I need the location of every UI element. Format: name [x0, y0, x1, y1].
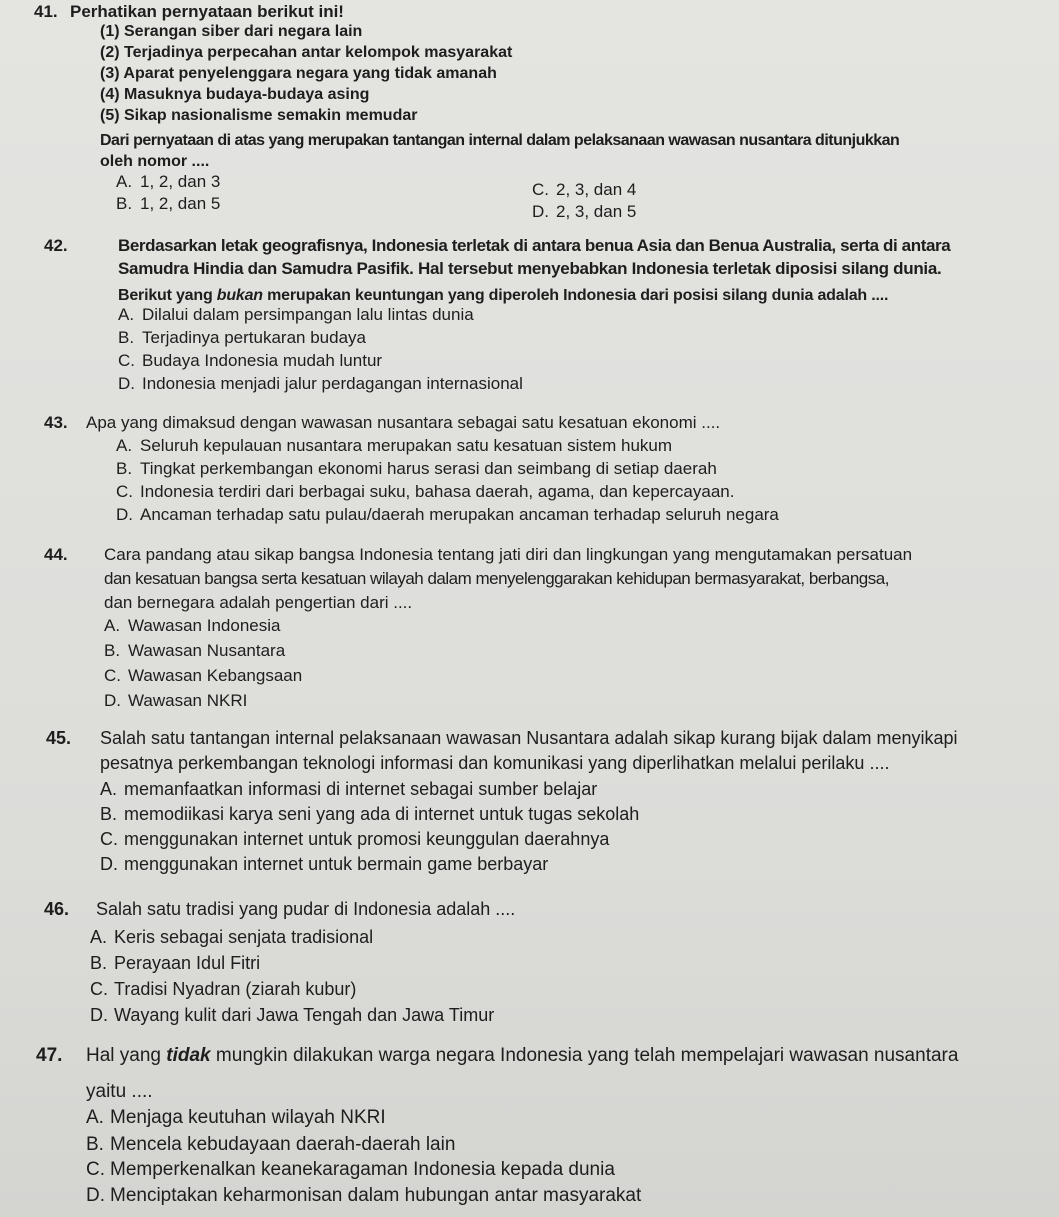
question-stem: dan kesatuan bangsa serta kesatuan wilayah dalam menyelenggarakan kehidupan bermasyarakat, berbangsa, — [104, 569, 889, 588]
option-text: Menciptakan keharmonisan dalam hubungan antar masyarakat — [110, 1185, 642, 1206]
option-b[interactable] — [100, 805, 639, 823]
question-stem: yaitu .... — [86, 1081, 153, 1102]
question-stem: Samudra Hindia dan Samudra Pasifik. Hal tersebut menyebabkan Indonesia terletak diposisi silang dunia. — [118, 259, 942, 278]
option-letter: B. — [104, 641, 121, 660]
option-a[interactable] — [116, 437, 672, 454]
option-a[interactable] — [90, 928, 373, 946]
question-stem: Salah satu tradisi yang pudar di Indonesia adalah .... — [96, 899, 516, 919]
option-text: Terjadinya pertukaran budaya — [142, 328, 366, 347]
option-letter: C. — [90, 979, 108, 999]
prompt-text: Hal yang — [86, 1045, 167, 1066]
option-text: Perayaan Idul Fitri — [114, 953, 261, 973]
option-letter: A. — [118, 305, 135, 324]
option-c[interactable] — [116, 483, 734, 500]
question-prompt — [118, 288, 888, 304]
option-b[interactable] — [116, 195, 220, 212]
option-letter: B. — [90, 953, 108, 973]
option-a[interactable] — [116, 173, 220, 190]
option-d[interactable] — [104, 692, 247, 709]
question-number: 41. — [34, 2, 58, 21]
option-text: Wawasan Nusantara — [128, 641, 286, 660]
option-c[interactable] — [86, 1160, 615, 1179]
question-number: 43. — [44, 413, 68, 432]
statement-3: (3) Aparat penyelenggara negara yang tidak amanah — [100, 65, 497, 82]
question-prompt — [86, 1046, 958, 1065]
question-stem: Cara pandang atau sikap bangsa Indonesia tentang jati diri dan lingkungan yang mengutamakan persatuan — [104, 545, 913, 564]
option-letter: B. — [116, 194, 133, 213]
option-letter: B. — [86, 1134, 104, 1155]
option-letter: A. — [104, 616, 121, 635]
option-letter: D. — [116, 505, 133, 524]
question-stem: Apa yang dimaksud dengan wawasan nusantara sebagai satu kesatuan ekonomi .... — [86, 413, 721, 432]
option-b[interactable] — [116, 460, 717, 477]
option-d[interactable] — [532, 203, 636, 220]
option-text: Wayang kulit dari Jawa Tengah dan Jawa Timur — [114, 1005, 495, 1025]
statement-1: (1) Serangan siber dari negara lain — [100, 23, 363, 40]
option-letter: B. — [100, 804, 118, 824]
option-letter: B. — [118, 328, 135, 347]
option-letter: D. — [90, 1005, 108, 1025]
option-text: 2, 3, dan 5 — [556, 202, 637, 221]
statement-5: (5) Sikap nasionalisme semakin memudar — [100, 107, 418, 124]
option-letter: C. — [118, 351, 135, 370]
question-number: 47. — [36, 1045, 63, 1066]
prompt-text: Berikut yang — [118, 287, 217, 304]
option-text: Wawasan Kebangsaan — [128, 666, 303, 685]
option-d[interactable] — [86, 1186, 641, 1205]
option-text: 1, 2, dan 3 — [140, 172, 221, 191]
option-letter: C. — [532, 180, 549, 199]
option-letter: D. — [86, 1185, 105, 1206]
option-d[interactable] — [100, 855, 548, 873]
prompt-text: merupakan keuntungan yang diperoleh Indonesia dari posisi silang dunia adalah .... — [262, 287, 889, 304]
question-prompt: oleh nomor .... — [100, 153, 210, 170]
option-text: 1, 2, dan 5 — [140, 194, 221, 213]
option-text: Indonesia menjadi jalur perdagangan internasional — [142, 374, 523, 393]
option-b[interactable] — [104, 642, 285, 659]
option-letter: C. — [104, 666, 121, 685]
option-text: Mencela kebudayaan daerah-daerah lain — [110, 1134, 456, 1155]
option-text: Wawasan NKRI — [128, 691, 248, 710]
option-text: memodiikasi karya seni yang ada di internet untuk tugas sekolah — [124, 804, 640, 824]
option-text: Budaya Indonesia mudah luntur — [142, 351, 383, 370]
option-text: Seluruh kepulauan nusantara merupakan satu kesatuan sistem hukum — [140, 436, 673, 455]
statement-4: (4) Masuknya budaya-budaya asing — [100, 86, 370, 103]
question-stem: pesatnya perkembangan teknologi informasi dan komunikasi yang diperlihatkan melalui perilaku .... — [100, 753, 890, 773]
option-c[interactable] — [532, 181, 636, 198]
question-number: 42. — [44, 236, 68, 255]
option-c[interactable] — [118, 352, 382, 369]
option-d[interactable] — [90, 1006, 494, 1024]
option-text: Menjaga keutuhan wilayah NKRI — [110, 1107, 386, 1128]
question-stem: Perhatikan pernyataan berikut ini! — [70, 2, 344, 21]
question-prompt: Dari pernyataan di atas yang merupakan tantangan internal dalam pelaksanaan wawasan nusantara ditunjukkan — [100, 132, 900, 149]
statement-2: (2) Terjadinya perpecahan antar kelompok masyarakat — [100, 44, 513, 61]
question-number: 44. — [44, 545, 68, 564]
option-b[interactable] — [90, 954, 260, 972]
option-letter: C. — [86, 1159, 105, 1180]
question-stem: Berdasarkan letak geografisnya, Indonesia terletak di antara benua Asia dan Benua Australia, serta di antara — [118, 236, 951, 255]
option-letter: A. — [86, 1107, 104, 1128]
option-letter: D. — [532, 202, 549, 221]
question-number: 46. — [44, 899, 70, 919]
option-letter: A. — [116, 172, 133, 191]
option-text: menggunakan internet untuk promosi keunggulan daerahnya — [124, 829, 610, 849]
option-letter: A. — [100, 779, 118, 799]
option-text: Dilalui dalam persimpangan lalu lintas dunia — [142, 305, 474, 324]
option-letter: A. — [116, 436, 133, 455]
option-letter: C. — [116, 482, 133, 501]
option-c[interactable] — [90, 980, 356, 998]
option-a[interactable] — [86, 1108, 386, 1127]
option-letter: A. — [90, 927, 108, 947]
option-a[interactable] — [104, 617, 280, 634]
option-letter: C. — [100, 829, 118, 849]
option-c[interactable] — [100, 830, 609, 848]
option-d[interactable] — [118, 375, 523, 392]
option-text: menggunakan internet untuk bermain game berbayar — [124, 854, 549, 874]
question-stem: dan bernegara adalah pengertian dari .... — [104, 593, 413, 612]
option-letter: D. — [100, 854, 118, 874]
option-letter: D. — [118, 374, 135, 393]
option-a[interactable] — [118, 306, 474, 323]
prompt-emphasis: bukan — [216, 287, 263, 304]
option-text: Tradisi Nyadran (ziarah kubur) — [114, 979, 357, 999]
option-text: Memperkenalkan keanekaragaman Indonesia kepada dunia — [110, 1159, 615, 1180]
option-text: Wawasan Indonesia — [128, 616, 281, 635]
option-c[interactable] — [104, 667, 302, 684]
prompt-text: mungkin dilakukan warga negara Indonesia yang telah mempelajari wawasan nusantara — [210, 1045, 959, 1066]
question-stem: Salah satu tantangan internal pelaksanaan wawasan Nusantara adalah sikap kurang bijak dalam menyikapi — [100, 728, 958, 748]
prompt-emphasis: tidak — [166, 1045, 211, 1066]
question-number: 45. — [46, 728, 72, 748]
option-text: Tingkat perkembangan ekonomi harus serasi dan seimbang di setiap daerah — [140, 459, 717, 478]
option-text: Keris sebagai senjata tradisional — [114, 927, 374, 947]
option-text: Indonesia terdiri dari berbagai suku, bahasa daerah, agama, dan kepercayaan. — [140, 482, 735, 501]
option-d[interactable] — [116, 506, 779, 523]
option-text: Ancaman terhadap satu pulau/daerah merupakan ancaman terhadap seluruh negara — [140, 505, 779, 524]
option-b[interactable] — [118, 329, 366, 346]
option-letter: B. — [116, 459, 133, 478]
option-letter: D. — [104, 691, 121, 710]
option-text: 2, 3, dan 4 — [556, 180, 637, 199]
option-b[interactable] — [86, 1135, 455, 1154]
option-text: memanfaatkan informasi di internet sebagai sumber belajar — [124, 779, 598, 799]
option-a[interactable] — [100, 780, 597, 798]
